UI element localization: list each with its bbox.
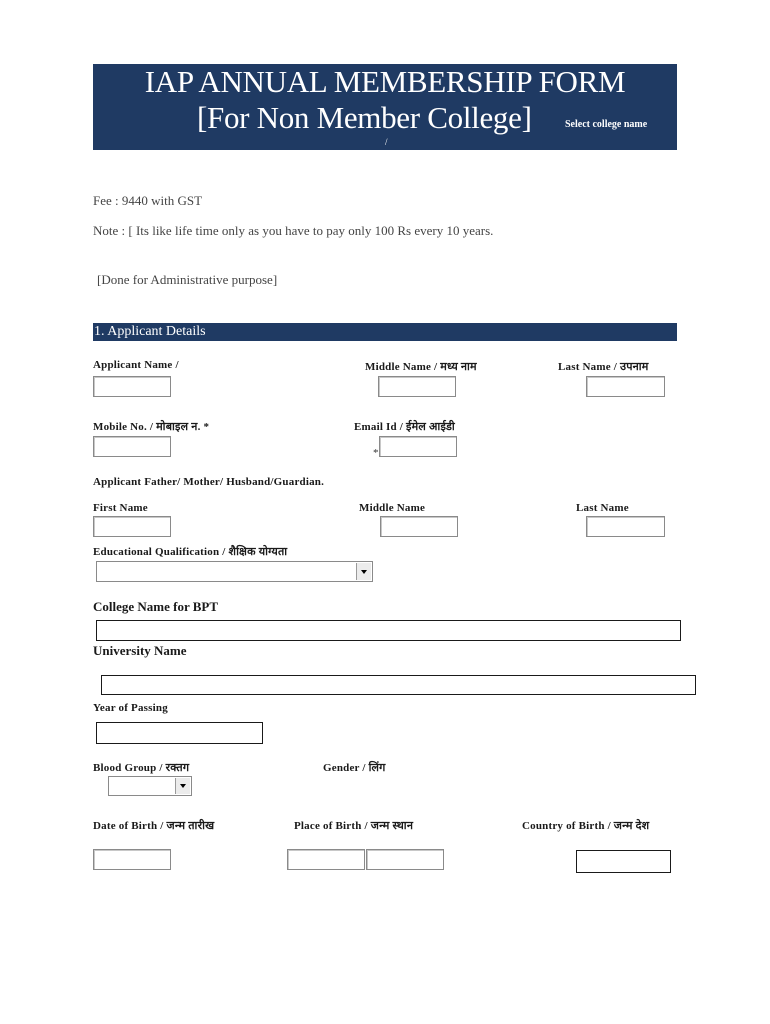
gender-label: Gender / लिंग <box>323 762 386 774</box>
guardian-heading: Applicant Father/ Mother/ Husband/Guardian. <box>93 476 325 488</box>
mobile-label: Mobile No. / मोबाइल न. * <box>93 421 210 433</box>
blood-group-select[interactable] <box>108 776 192 796</box>
form-title-banner <box>93 64 677 150</box>
slash-text: / <box>385 137 388 147</box>
university-label: University Name <box>93 643 187 658</box>
blood-group-label: Blood Group / रक्तग <box>93 762 190 774</box>
email-input[interactable] <box>379 436 457 457</box>
guardian-last-name-input[interactable] <box>586 516 665 537</box>
guardian-first-name-input[interactable] <box>93 516 171 537</box>
note-text: Note : [ Its like life time only as you have to pay only 100 Rs every 10 years. <box>93 223 494 238</box>
blood-group-value <box>109 781 112 793</box>
middle-name-input[interactable] <box>378 376 456 397</box>
education-label: Educational Qualification / शैक्षिक योग्यता <box>93 546 288 558</box>
guardian-middle-name-input[interactable] <box>380 516 458 537</box>
college-select-hint[interactable]: Select college name <box>565 119 648 130</box>
last-name-input[interactable] <box>586 376 665 397</box>
dob-label: Date of Birth / जन्म तारीख <box>93 820 215 832</box>
admin-text: [Done for Administrative purpose] <box>97 272 278 287</box>
pob-input[interactable] <box>287 849 365 870</box>
college-label: College Name for BPT <box>93 599 219 614</box>
chevron-down-icon[interactable] <box>175 778 190 794</box>
college-input[interactable] <box>96 620 681 641</box>
fee-text: Fee : 9440 with GST <box>93 193 203 208</box>
pob-input-2[interactable] <box>366 849 444 870</box>
applicant-name-label: Applicant Name / <box>93 359 179 371</box>
form-subtitle: [For Non Member College] <box>197 100 532 135</box>
mobile-input[interactable] <box>93 436 171 457</box>
section-title: 1. Applicant Details <box>94 324 206 339</box>
pob-label: Place of Birth / जन्म स्थान <box>294 820 414 832</box>
cob-input[interactable] <box>576 850 671 873</box>
cob-label: Country of Birth / जन्म देश <box>522 820 650 832</box>
middle-name-label: Middle Name / मध्य नाम <box>365 361 477 373</box>
education-select[interactable] <box>96 561 373 582</box>
dob-input[interactable] <box>93 849 171 870</box>
section-applicant-details <box>93 323 677 341</box>
university-input[interactable] <box>101 675 696 695</box>
email-required-star: * <box>373 447 379 459</box>
year-label: Year of Passing <box>93 702 168 714</box>
email-label: Email Id / ईमेल आईडी <box>354 421 455 433</box>
last-name-label: Last Name / उपनाम <box>558 361 649 373</box>
chevron-down-icon[interactable] <box>356 563 371 580</box>
first-name-input[interactable] <box>93 376 171 397</box>
year-input[interactable] <box>96 722 263 744</box>
guardian-middle-name-label: Middle Name <box>359 502 426 514</box>
form-title: IAP ANNUAL MEMBERSHIP FORM <box>144 64 626 99</box>
education-select-value <box>97 566 100 578</box>
guardian-last-name-label: Last Name <box>576 502 629 514</box>
guardian-first-name-label: First Name <box>93 502 148 514</box>
